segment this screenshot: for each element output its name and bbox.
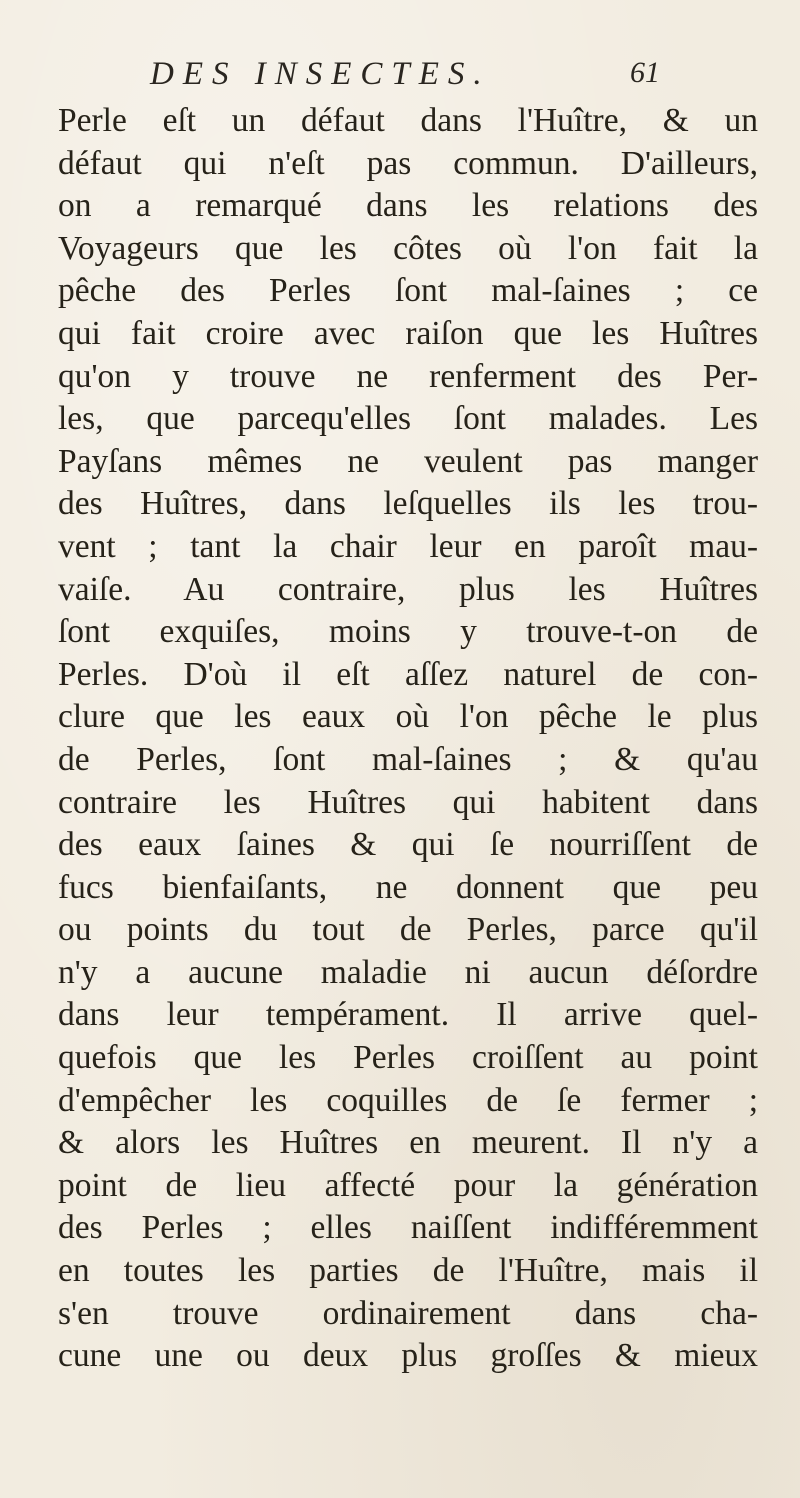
text-line: contraire les Huîtres qui habitent dans [58,783,758,821]
text-line: & alors les Huîtres en meurent. Il n'y a [58,1124,758,1162]
text-line: des eaux ſaines & qui ſe nourriſſent de [58,826,758,864]
text-line: Payſans mêmes ne veulent pas manger [58,442,758,480]
text-line: ou points du tout de Perles, parce qu'il [58,911,758,949]
text-line: d'empêcher les coquilles de ſe fermer ; [58,1081,758,1119]
text-line: qu'on y trouve ne renferment des Per- [58,357,758,395]
page-number: 61 [630,56,660,89]
text-line: des Perles ; elles naiſſent indifféremment [58,1209,758,1247]
text-line: vent ; tant la chair leur en paroît mau- [58,527,758,565]
text-line: fucs bienfaiſants, ne donnent que peu [58,868,758,906]
text-line: cune une ou deux plus groſſes & mieux [58,1337,758,1375]
text-line: qui fait croire avec raiſon que les Huîtres [58,314,758,352]
text-line: n'y a aucune maladie ni aucun déſordre [58,953,758,991]
text-line: dans leur tempérament. Il arrive quel- [58,996,758,1034]
text-line: des Huîtres, dans leſquelles ils les trou- [58,485,758,523]
text-line: en toutes les parties de l'Huître, mais il [58,1252,758,1290]
text-line: Perle eſt un défaut dans l'Huître, & un [58,102,758,139]
running-head [0,56,800,96]
text-line: clure que les eaux où l'on pêche le plus [58,698,758,736]
text-line: pêche des Perles ſont mal-ſaines ; ce [58,272,758,310]
text-line: vaiſe. Au contraire, plus les Huîtres [58,570,758,608]
body-text [58,100,758,1378]
text-line: les, que parcequ'elles ſont malades. Les [58,400,758,438]
text-line: Voyageurs que les côtes où l'on fait la [58,229,758,267]
running-title: DES INSECTES. [150,56,491,92]
text-line: on a remarqué dans les relations des [58,187,758,225]
text-line: point de lieu affecté pour la génération [58,1166,758,1204]
text-line: de Perles, ſont mal-ſaines ; & qu'au [58,740,758,778]
text-line: s'en trouve ordinairement dans cha- [58,1294,758,1332]
text-line: quefois que les Perles croiſſent au point [58,1039,758,1077]
text-line: ſont exquiſes, moins y trouve-t-on de [58,613,758,651]
text-line: Perles. D'où il eſt aſſez naturel de con- [58,655,758,693]
text-line: défaut qui n'eſt pas commun. D'ailleurs, [58,144,758,182]
